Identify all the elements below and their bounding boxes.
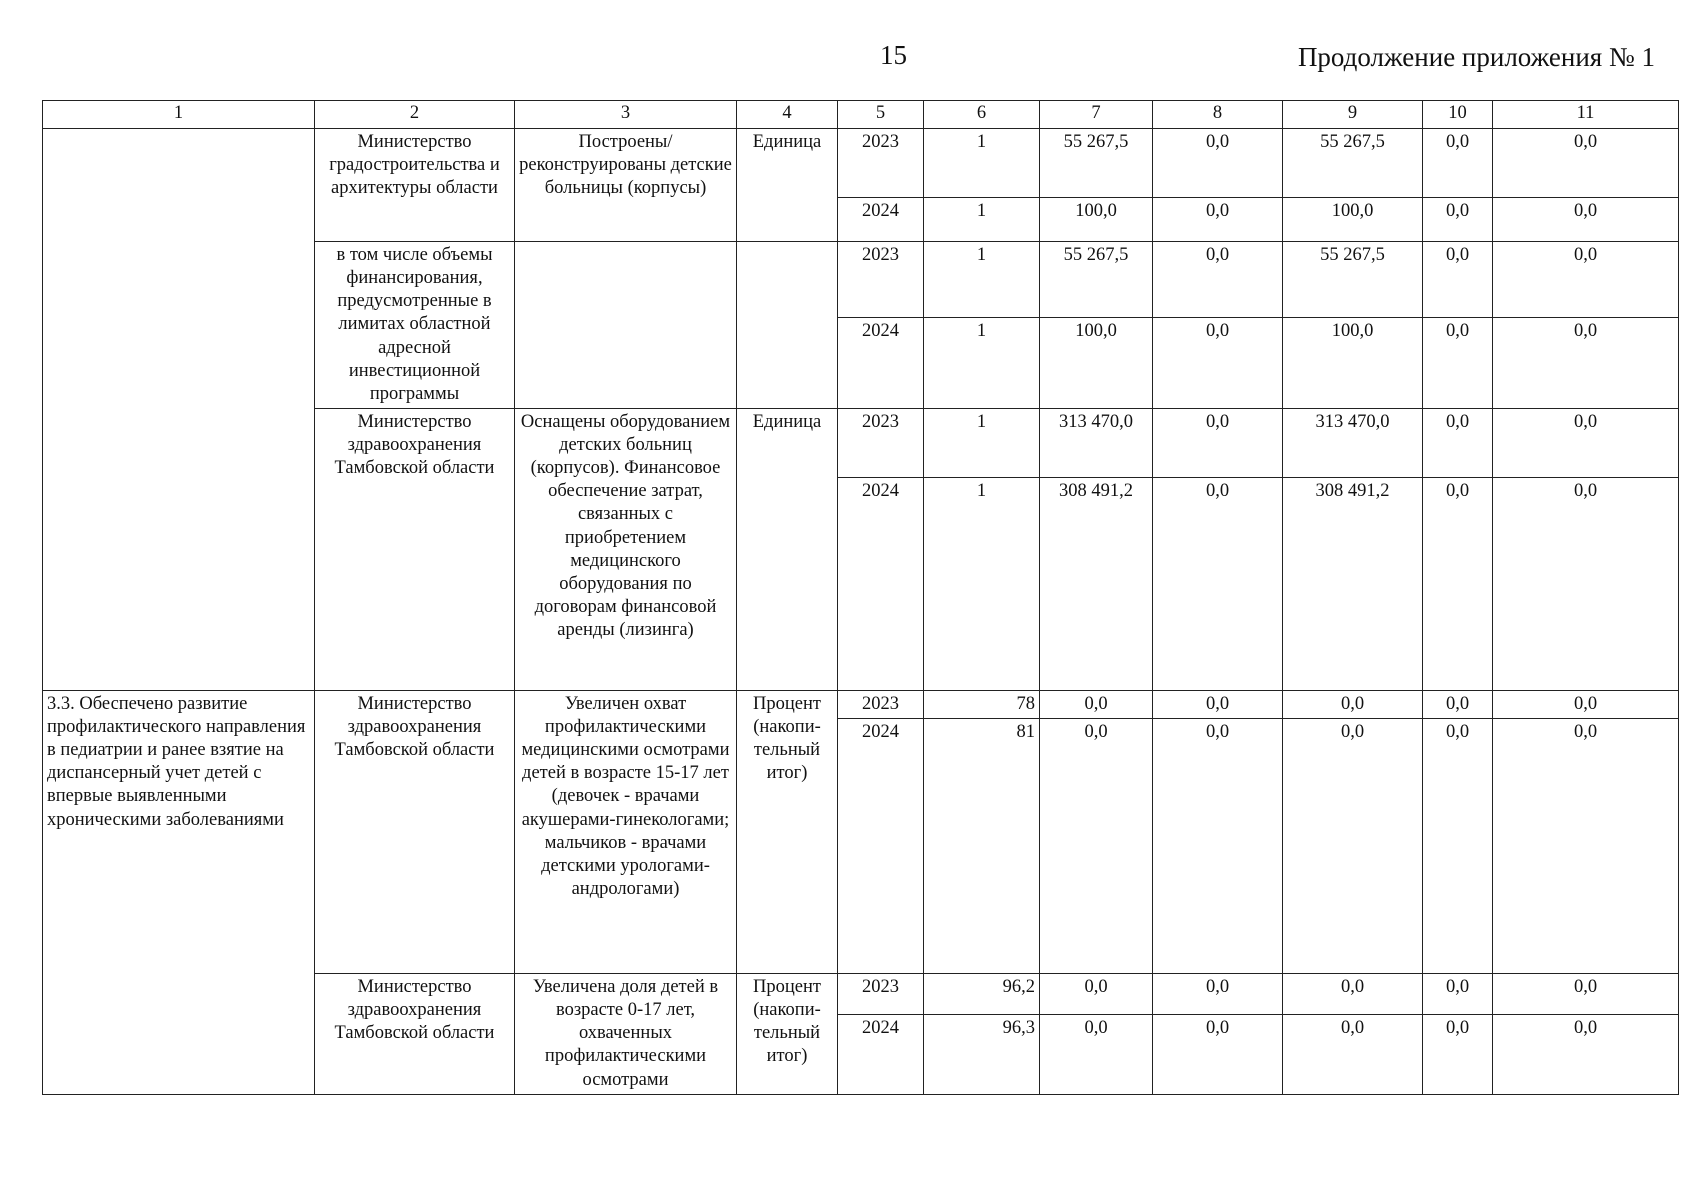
value-cell: 0,0 [1493,690,1679,718]
value-cell: 0,0 [1153,974,1283,1015]
indicator-cell: Оснащены оборудованием детских больниц (корпусов). Финансовое обеспечение затрат, связанных с приобретением медицинского оборудования по договорам финансовой аренды (лизинга) [515,408,737,690]
page-number: 15 [880,40,907,70]
value-cell: 0,0 [1423,974,1493,1015]
value-cell: 0,0 [1423,1015,1493,1094]
value-cell: 78 [924,690,1040,718]
value-cell: 1 [924,318,1040,409]
continuation-heading: Продолжение приложения № 1 [1297,42,1655,72]
value-cell: 0,0 [1423,690,1493,718]
value-cell: 55 267,5 [1283,129,1423,198]
value-cell: 96,2 [924,974,1040,1015]
unit-cell: Единица [737,408,838,690]
table-row [43,129,1679,198]
value-cell: 0,0 [1153,1015,1283,1094]
year-cell: 2024 [838,477,924,690]
value-cell: 0,0 [1493,408,1679,477]
value-cell: 0,0 [1423,477,1493,690]
year-cell: 2023 [838,129,924,198]
responsible-cell: Министерство здравоохранения Тамбовской области [315,408,515,690]
column-header: 6 [924,101,1040,129]
value-cell: 1 [924,408,1040,477]
value-cell: 0,0 [1423,129,1493,198]
column-header: 11 [1493,101,1679,129]
value-cell: 0,0 [1153,242,1283,318]
value-cell: 0,0 [1283,690,1423,718]
value-cell: 313 470,0 [1283,408,1423,477]
value-cell: 0,0 [1153,198,1283,242]
value-cell: 0,0 [1283,719,1423,974]
value-cell: 1 [924,129,1040,198]
value-cell: 0,0 [1493,318,1679,409]
value-cell: 100,0 [1283,198,1423,242]
year-cell: 2023 [838,408,924,477]
value-cell: 0,0 [1423,242,1493,318]
value-cell: 0,0 [1040,690,1153,718]
result-cell [43,129,315,691]
indicator-cell: Увеличена доля детей в возрасте 0-17 лет, охваченных профилактическими осмотрами [515,974,737,1095]
value-cell: 0,0 [1153,408,1283,477]
indicator-cell: Увеличен охват профилактическими медицинскими осмотрами детей в возрасте 15-17 лет (девочек - врачами акушерами-гинекологами; мальчиков - врачами детскими урологами-андрологами) [515,690,737,973]
unit-cell: Процент (накопи-тельный итог) [737,690,838,973]
column-header: 8 [1153,101,1283,129]
year-cell: 2024 [838,1015,924,1094]
value-cell: 0,0 [1153,719,1283,974]
year-cell: 2023 [838,242,924,318]
value-cell: 0,0 [1040,974,1153,1015]
value-cell: 0,0 [1423,198,1493,242]
value-cell: 0,0 [1493,719,1679,974]
value-cell: 0,0 [1040,719,1153,974]
responsible-cell: Министерство здравоохранения Тамбовской области [315,974,515,1095]
value-cell: 1 [924,477,1040,690]
column-header: 5 [838,101,924,129]
value-cell: 0,0 [1040,1015,1153,1094]
value-cell: 0,0 [1153,477,1283,690]
indicator-cell [515,242,737,409]
column-header: 9 [1283,101,1423,129]
unit-cell [737,242,838,409]
column-header: 2 [315,101,515,129]
year-cell: 2023 [838,690,924,718]
value-cell: 1 [924,198,1040,242]
result-cell: 3.3. Обеспечено развитие профилактического направления в педиатрии и ранее взятие на диспансерный учет детей с впервые выявленными хроническими заболеваниями [43,690,315,1094]
value-cell: 313 470,0 [1040,408,1153,477]
responsible-cell: Министерство здравоохранения Тамбовской области [315,690,515,973]
value-cell: 0,0 [1493,198,1679,242]
value-cell: 1 [924,242,1040,318]
value-cell: 100,0 [1283,318,1423,409]
column-header: 10 [1423,101,1493,129]
value-cell: 308 491,2 [1040,477,1153,690]
value-cell: 0,0 [1493,1015,1679,1094]
column-header: 4 [737,101,838,129]
value-cell: 308 491,2 [1283,477,1423,690]
responsible-cell: Министерство градостроительства и архитектуры области [315,129,515,242]
column-number-row [43,101,1679,129]
value-cell: 0,0 [1153,690,1283,718]
value-cell: 0,0 [1493,242,1679,318]
value-cell: 55 267,5 [1040,242,1153,318]
column-header: 3 [515,101,737,129]
value-cell: 0,0 [1153,129,1283,198]
value-cell: 55 267,5 [1283,242,1423,318]
table-row [43,690,1679,718]
column-header: 7 [1040,101,1153,129]
value-cell: 81 [924,719,1040,974]
value-cell: 100,0 [1040,198,1153,242]
column-header: 1 [43,101,315,129]
unit-cell: Процент (накопи-тельный итог) [737,974,838,1095]
value-cell: 55 267,5 [1040,129,1153,198]
value-cell: 0,0 [1493,477,1679,690]
responsible-cell: в том числе объемы финансирования, предусмотренные в лимитах областной адресной инвестиционной программы [315,242,515,409]
value-cell: 0,0 [1283,974,1423,1015]
value-cell: 0,0 [1153,318,1283,409]
year-cell: 2024 [838,719,924,974]
appendix-table [42,100,1679,1095]
value-cell: 0,0 [1423,719,1493,974]
value-cell: 0,0 [1423,408,1493,477]
year-cell: 2024 [838,318,924,409]
value-cell: 96,3 [924,1015,1040,1094]
value-cell: 0,0 [1493,129,1679,198]
indicator-cell: Построены/ реконструированы детские больницы (корпусы) [515,129,737,242]
value-cell: 100,0 [1040,318,1153,409]
value-cell: 0,0 [1493,974,1679,1015]
unit-cell: Единица [737,129,838,242]
value-cell: 0,0 [1283,1015,1423,1094]
year-cell: 2023 [838,974,924,1015]
year-cell: 2024 [838,198,924,242]
value-cell: 0,0 [1423,318,1493,409]
